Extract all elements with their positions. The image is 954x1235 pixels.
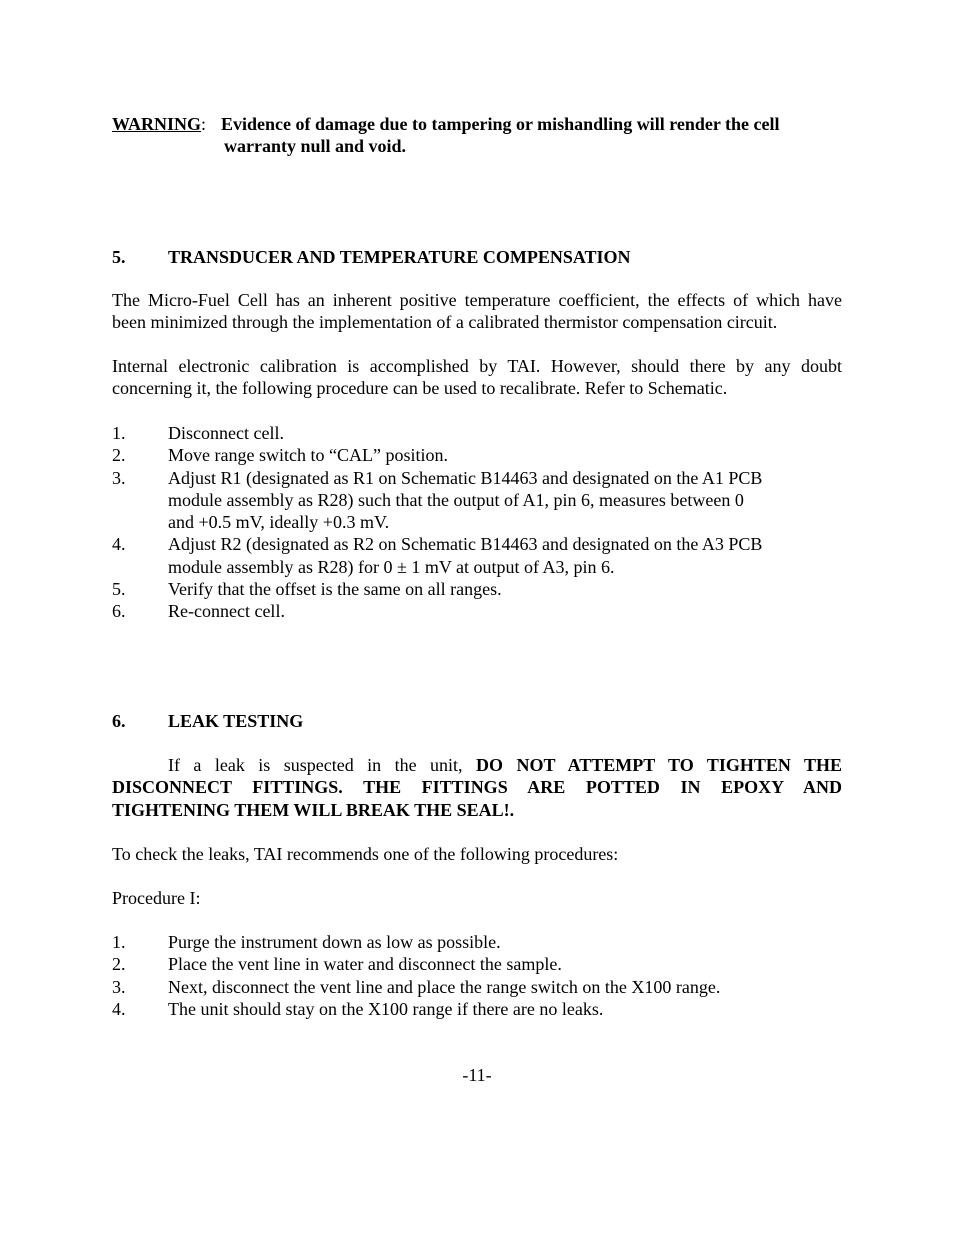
section-title: LEAK TESTING (168, 711, 304, 731)
leak-test-steps-list (112, 931, 842, 1020)
paragraph-line: Internal electronic calibration is accomplished by TAI. However, should there by any doubt (112, 356, 842, 376)
list-item-number: 5. (112, 579, 126, 600)
list-item (112, 953, 842, 975)
leak-warning-bold: DISCONNECT FITTINGS. THE FITTINGS ARE POTTED IN EPOXY AND (112, 777, 842, 798)
list-item-number: 3. (112, 467, 126, 488)
list-item (112, 931, 842, 953)
list-item (112, 976, 842, 998)
list-item-line: Adjust R2 (designated as R2 on Schematic B14463 and designated on the A3 PCB (168, 534, 763, 555)
list-item-number: 4. (112, 534, 126, 555)
paragraph (112, 843, 842, 865)
list-item-line: Adjust R1 (designated as R1 on Schematic B14463 and designated on the A1 PCB (168, 467, 763, 488)
section-heading (112, 710, 303, 732)
list-item-line: module assembly as R28) such that the output of A1, pin 6, measures between 0 (168, 489, 744, 510)
list-item-number: 1. (112, 932, 126, 952)
list-item-line: Next, disconnect the vent line and place the range switch on the X100 range. (168, 976, 721, 997)
list-item (112, 998, 842, 1020)
section-title: TRANSDUCER AND TEMPERATURE COMPENSATION (168, 247, 631, 267)
section-number: 6. (112, 711, 126, 731)
list-item-line: module assembly as R28) for 0 ± 1 mV at output of A3, pin 6. (168, 556, 615, 577)
warning-label: WARNING (112, 114, 202, 134)
list-item-line: Disconnect cell. (168, 423, 284, 443)
procedure-label (112, 887, 842, 909)
list-item-line: Place the vent line in water and disconnect the sample. (168, 954, 562, 975)
paragraph-line: concerning it, the following procedure can be used to recalibrate. Refer to Schematic. (112, 378, 728, 399)
warning-text-line: warranty null and void. (224, 136, 407, 157)
list-item-line: Move range switch to “CAL” position. (168, 445, 448, 466)
paragraph-line: The Micro-Fuel Cell has an inherent positive temperature coefficient, the effects of which have (112, 290, 842, 310)
list-item-number: 2. (112, 954, 126, 975)
warning-text-line: Evidence of damage due to tampering or mishandling will render the cell (221, 114, 780, 134)
paragraph (112, 289, 842, 334)
list-item (112, 533, 842, 578)
list-item-number: 3. (112, 976, 126, 997)
list-item-line: Verify that the offset is the same on all ranges. (168, 579, 502, 600)
leak-warning-bold: DO NOT ATTEMPT TO TIGHTEN THE (476, 755, 842, 775)
list-item-number: 1. (112, 423, 126, 443)
list-item-number: 4. (112, 998, 126, 1019)
section-number: 5. (112, 247, 126, 267)
list-item (112, 422, 842, 444)
list-item (112, 600, 842, 622)
list-item (112, 467, 842, 534)
list-item-number: 2. (112, 445, 126, 466)
leak-warning-bold: TIGHTENING THEM WILL BREAK THE SEAL!. (112, 799, 515, 820)
page-number: -11- (462, 1065, 492, 1085)
paragraph-line: To check the leaks, TAI recommends one of the following procedures: (112, 844, 619, 864)
procedure-label-text: Procedure I: (112, 888, 201, 908)
paragraph-line: been minimized through the implementation of a calibrated thermistor compensation circuit. (112, 312, 778, 333)
list-item-number: 6. (112, 601, 126, 622)
list-item (112, 578, 842, 600)
list-item-line: and +0.5 mV, ideally +0.3 mV. (168, 512, 390, 533)
section-heading (112, 246, 631, 268)
list-item-line: Purge the instrument down as low as possible. (168, 932, 501, 952)
calibration-steps-list (112, 422, 842, 623)
list-item-line: Re-connect cell. (168, 601, 285, 622)
list-item (112, 444, 842, 466)
paragraph-line (112, 754, 842, 776)
warning-text (221, 113, 821, 158)
warning-colon: : (201, 114, 207, 134)
list-item-line: The unit should stay on the X100 range if there are no leaks. (168, 998, 604, 1019)
leak-warning-paragraph (112, 754, 842, 821)
paragraph (112, 355, 842, 400)
leak-warning-intro: If a leak is suspected in the unit, (168, 755, 476, 775)
